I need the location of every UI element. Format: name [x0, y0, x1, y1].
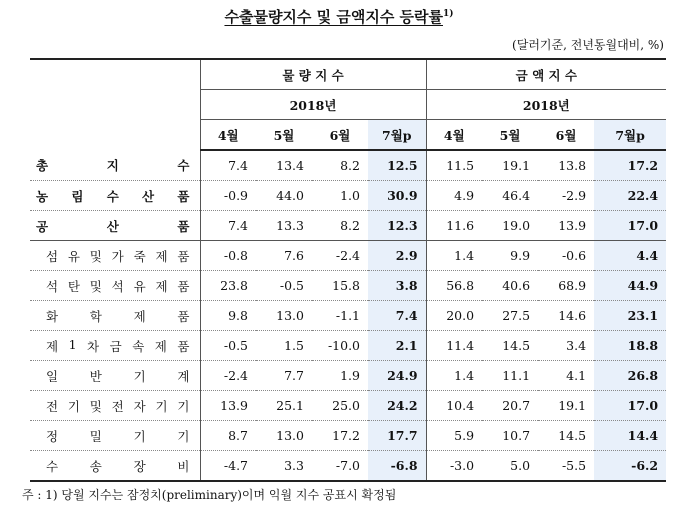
value-cell: -2.4 [312, 241, 368, 271]
value-cell: 22.4 [594, 181, 666, 211]
row-label [30, 241, 200, 271]
row-label [30, 181, 200, 211]
value-cell: 8.2 [312, 150, 368, 181]
row-label-text: 일 반 기 계 [46, 368, 190, 384]
value-cell: -4.7 [200, 451, 256, 482]
value-cell: 13.4 [256, 150, 312, 181]
value-cell: 4.4 [594, 241, 666, 271]
value-cell: -0.9 [200, 181, 256, 211]
row-label [30, 421, 200, 451]
value-cell: 27.5 [482, 301, 538, 331]
value-cell: 8.7 [200, 421, 256, 451]
value-cell: 11.5 [426, 150, 482, 181]
row-label-text: 정 밀 기 기 [46, 428, 190, 444]
table-row [30, 241, 666, 271]
value-cell: 13.0 [256, 301, 312, 331]
value-cell: 19.1 [538, 391, 594, 421]
value-cell: -10.0 [312, 331, 368, 361]
value-cell: 10.7 [482, 421, 538, 451]
value-cell: 11.6 [426, 211, 482, 241]
value-cell: -6.2 [594, 451, 666, 482]
value-cell: -1.1 [312, 301, 368, 331]
value-cell: 4.1 [538, 361, 594, 391]
month-header: 6월 [312, 120, 368, 151]
value-cell: 11.1 [482, 361, 538, 391]
header-value-index: 금 액 지 수 [426, 59, 666, 90]
title-footnote-mark: 1) [443, 9, 454, 19]
table-row [30, 421, 666, 451]
value-cell: 14.4 [594, 421, 666, 451]
value-cell: -2.4 [200, 361, 256, 391]
value-cell: 7.6 [256, 241, 312, 271]
row-label [30, 331, 200, 361]
row-label-text: 섬 유 및 가 죽 제 품 [46, 248, 190, 264]
value-cell: 26.8 [594, 361, 666, 391]
value-cell: 1.0 [312, 181, 368, 211]
value-cell: 11.4 [426, 331, 482, 361]
value-cell: 10.4 [426, 391, 482, 421]
month-header: 7월p [594, 120, 666, 151]
value-cell: 17.7 [368, 421, 426, 451]
value-cell: 17.0 [594, 391, 666, 421]
row-label-text: 제 1 차 금 속 제 품 [46, 336, 190, 354]
value-cell: 4.9 [426, 181, 482, 211]
value-cell: 24.9 [368, 361, 426, 391]
row-label [30, 271, 200, 301]
row-label [30, 150, 200, 181]
row-label-text: 총 지 수 [36, 158, 190, 173]
month-header: 5월 [256, 120, 312, 151]
value-cell: 2.1 [368, 331, 426, 361]
value-cell: -2.9 [538, 181, 594, 211]
value-cell: 13.9 [538, 211, 594, 241]
value-cell: 12.5 [368, 150, 426, 181]
month-header: 4월 [426, 120, 482, 151]
value-cell: 15.8 [312, 271, 368, 301]
value-cell: 8.2 [312, 211, 368, 241]
value-cell: 5.9 [426, 421, 482, 451]
value-cell: -3.0 [426, 451, 482, 482]
value-cell: 23.1 [594, 301, 666, 331]
value-cell: -0.5 [256, 271, 312, 301]
table-row [30, 301, 666, 331]
value-cell: 19.1 [482, 150, 538, 181]
value-cell: 17.0 [594, 211, 666, 241]
value-cell: -0.5 [200, 331, 256, 361]
value-cell: 40.6 [482, 271, 538, 301]
header-volume-index: 물 량 지 수 [200, 59, 426, 90]
month-header: 4월 [200, 120, 256, 151]
row-label-text: 화 학 제 품 [46, 308, 190, 324]
value-cell: 44.0 [256, 181, 312, 211]
value-cell: 17.2 [312, 421, 368, 451]
value-cell: 18.8 [594, 331, 666, 361]
value-cell: 24.2 [368, 391, 426, 421]
value-cell: -6.8 [368, 451, 426, 482]
value-cell: -5.5 [538, 451, 594, 482]
table-row [30, 181, 666, 211]
table-row [30, 211, 666, 241]
value-cell: 1.9 [312, 361, 368, 391]
value-cell: 7.4 [368, 301, 426, 331]
value-cell: 9.8 [200, 301, 256, 331]
value-cell: 20.7 [482, 391, 538, 421]
value-cell: 1.4 [426, 241, 482, 271]
value-cell: 9.9 [482, 241, 538, 271]
value-cell: 14.6 [538, 301, 594, 331]
value-cell: 1.4 [426, 361, 482, 391]
table-row [30, 150, 666, 181]
table-row [30, 271, 666, 301]
row-label [30, 451, 200, 482]
value-cell: 12.3 [368, 211, 426, 241]
table-row [30, 361, 666, 391]
table-row [30, 451, 666, 482]
row-label-text: 석 탄 및 석 유 제 품 [46, 278, 190, 294]
value-cell: 3.4 [538, 331, 594, 361]
value-cell: 20.0 [426, 301, 482, 331]
row-label [30, 361, 200, 391]
value-cell: 13.9 [200, 391, 256, 421]
value-cell: 1.5 [256, 331, 312, 361]
table-row [30, 331, 666, 361]
value-cell: -7.0 [312, 451, 368, 482]
value-cell: 23.8 [200, 271, 256, 301]
value-cell: 13.8 [538, 150, 594, 181]
row-label-text: 전 기 및 전 자 기 기 [46, 398, 190, 414]
value-cell: 13.3 [256, 211, 312, 241]
value-cell: 19.0 [482, 211, 538, 241]
value-cell: 25.0 [312, 391, 368, 421]
value-cell: 7.4 [200, 150, 256, 181]
month-header: 5월 [482, 120, 538, 151]
value-cell: 44.9 [594, 271, 666, 301]
value-cell: 68.9 [538, 271, 594, 301]
row-label-text: 공 산 품 [36, 218, 190, 234]
table-row [30, 391, 666, 421]
header-year-value: 2018년 [426, 90, 666, 120]
row-label-text: 농 림 수 산 품 [36, 188, 190, 204]
month-header: 6월 [538, 120, 594, 151]
value-cell: 46.4 [482, 181, 538, 211]
row-label [30, 391, 200, 421]
value-cell: 7.7 [256, 361, 312, 391]
value-cell: 30.9 [368, 181, 426, 211]
value-cell: 56.8 [426, 271, 482, 301]
unit-note: (달러기준, 전년동월대비, %) [512, 38, 664, 52]
row-label [30, 301, 200, 331]
value-cell: 3.3 [256, 451, 312, 482]
value-cell: 2.9 [368, 241, 426, 271]
month-header: 7월p [368, 120, 426, 151]
header-corner [30, 59, 200, 150]
value-cell: 3.8 [368, 271, 426, 301]
value-cell: -0.6 [538, 241, 594, 271]
value-cell: 7.4 [200, 211, 256, 241]
value-cell: 13.0 [256, 421, 312, 451]
index-table [30, 58, 666, 482]
value-cell: 17.2 [594, 150, 666, 181]
row-label [30, 211, 200, 241]
footnote: 주 : 1) 당월 지수는 잠정치(preliminary)이며 익월 지수 공표시 확정됨 [22, 488, 397, 502]
value-cell: -0.8 [200, 241, 256, 271]
header-year-volume: 2018년 [200, 90, 426, 120]
value-cell: 14.5 [482, 331, 538, 361]
value-cell: 25.1 [256, 391, 312, 421]
value-cell: 14.5 [538, 421, 594, 451]
value-cell: 5.0 [482, 451, 538, 482]
title-text: 수출물량지수 및 금액지수 등락률 [224, 8, 443, 26]
page-title [0, 6, 678, 27]
row-label-text: 수 송 장 비 [46, 458, 190, 474]
